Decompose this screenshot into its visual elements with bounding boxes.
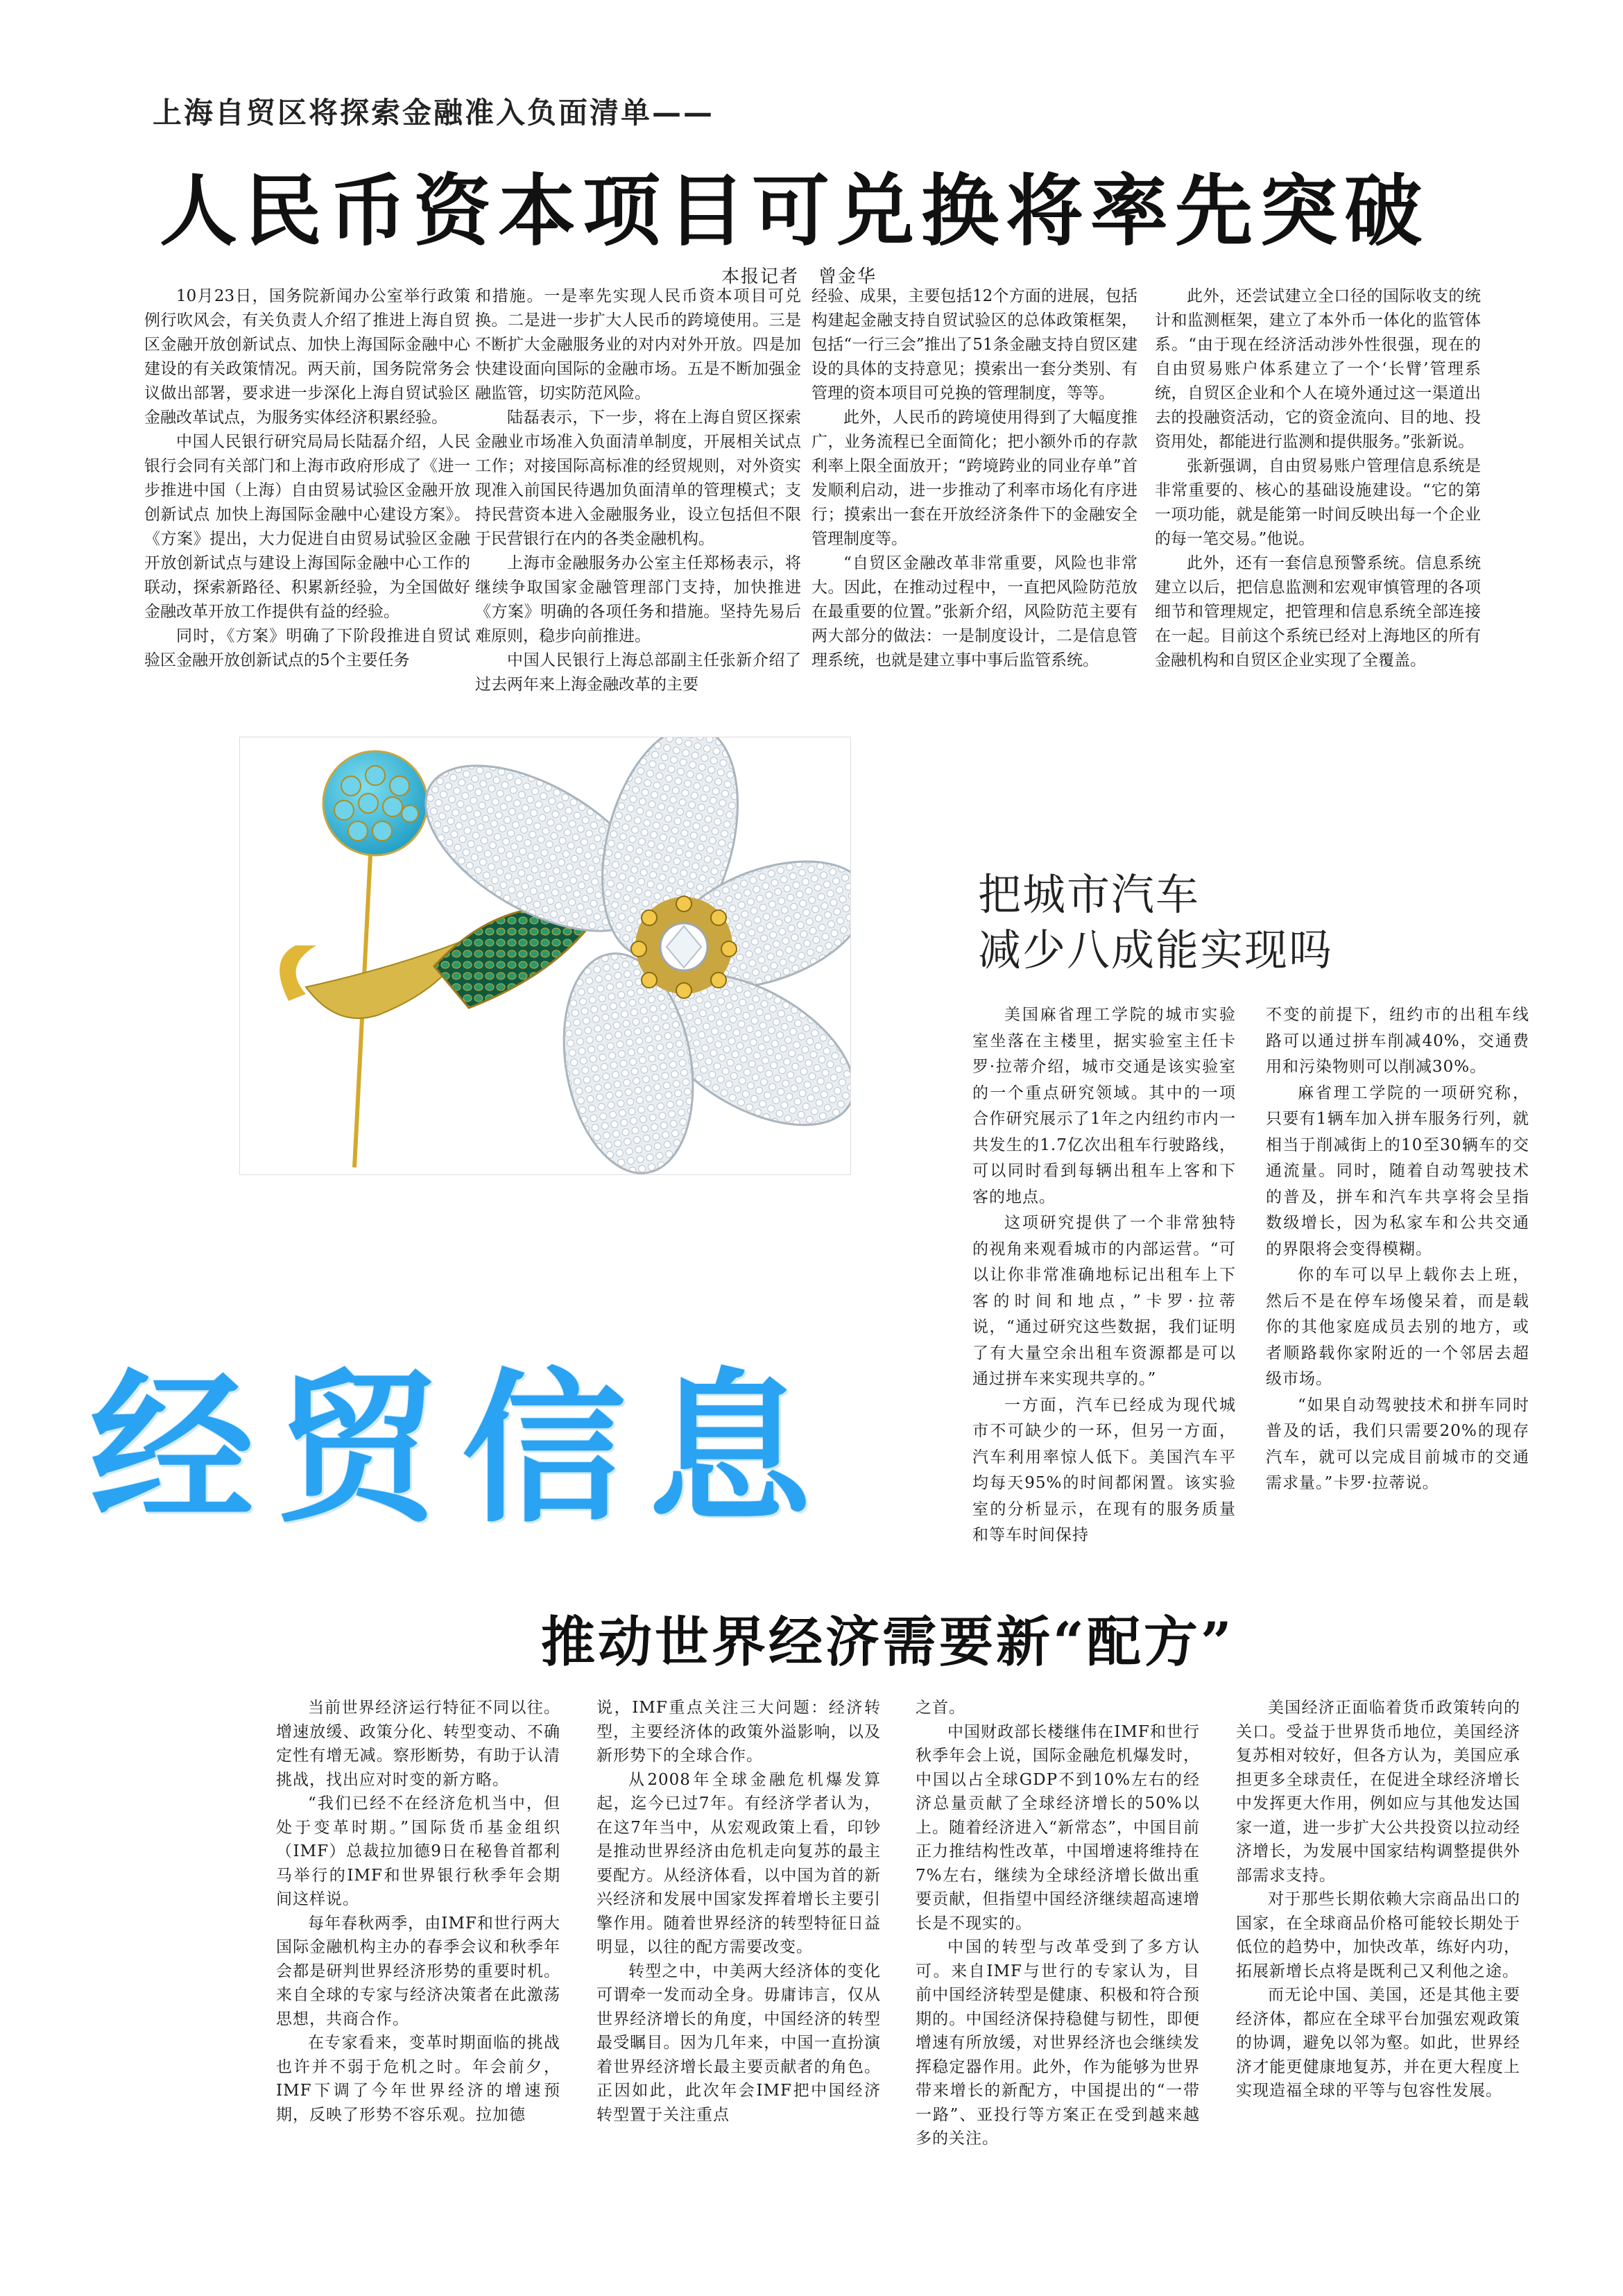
paragraph: 转型之中，中美两大经济体的变化可谓牵一发而动全身。毋庸讳言，仅从世界经济增长的角度，中国经济的转型最受瞩目。因为几年来，中国一直扮演着世界经济增长最主要贡献者的角色。正因如此，此次年会IMF把中国经济转型置于关注重点 bbox=[596, 1962, 881, 2124]
paragraph: 之首。 bbox=[916, 1699, 965, 1717]
paragraph: 不变的前提下，纽约市的出租车线路可以通过拼车削减40%，交通费用和污染物则可以削减30%。 bbox=[1266, 1006, 1529, 1076]
paragraph: 在专家看来，变革时期面临的挑战也许并不弱于危机之时。年会前夕，IMF下调了今年世界经济的增速预期，反映了形势不容乐观。拉加德 bbox=[276, 2034, 560, 2124]
car-article-title bbox=[978, 867, 1333, 978]
bottom-article-column-2 bbox=[596, 1696, 881, 2265]
paragraph: 每年春秋两季，由IMF和世行两大国际金融机构主办的春季会议和秋季年会都是研判世界经济形势的重要时机。来自全球的专家与经济决策者在此激荡思想，共商合作。 bbox=[276, 1914, 560, 2028]
car-title-line-2: 减少八成能实现吗 bbox=[978, 925, 1334, 975]
paragraph: 一方面，汽车已经成为现代城市不可缺少的一环，但另一方面，汽车利用率惊人低下。美国汽车平均每天95%的时间都闲置。该实验室的分析显示，在现有的服务质量和等车时间保持 bbox=[972, 1396, 1236, 1544]
paragraph: “如果自动驾驶技术和拼车同时普及的话，我们只需要20%的现存汽车，就可以完成目前城市的交通需求量。”卡罗·拉蒂说。 bbox=[1266, 1396, 1529, 1492]
page-headline: 人民币资本项目可兑换将率先突破 bbox=[160, 166, 1429, 257]
paragraph: 张新强调，自由贸易账户管理信息系统是非常重要的、核心的基础设施建设。“它的第一项功能，就是能第一时间反映出每一个企业的每一笔交易。”他说。 bbox=[1155, 457, 1481, 548]
byline: 本报记者 曾金华 bbox=[721, 266, 877, 287]
top-article-column-2 bbox=[475, 284, 801, 714]
car-article-column-1 bbox=[972, 1002, 1236, 1571]
bottom-article-column-1 bbox=[276, 1696, 560, 2265]
top-article-column-4 bbox=[1155, 284, 1481, 714]
paragraph: 上海市金融服务办公室主任郑杨表示，将继续争取国家金融管理部门支持，加快推进《方案》明确的各项任务和措施。坚持先易后难原则，稳步向前推进。 bbox=[475, 554, 801, 645]
bottom-article-title: 推动世界经济需要新“配方” bbox=[541, 1611, 1235, 1674]
paragraph: 当前世界经济运行特征不同以往。增速放缓、政策分化、转型变动、不确定性有增无减。察形断势，有助于认清挑战，找出应对时变的新方略。 bbox=[276, 1699, 560, 1789]
paragraph: 和措施。一是率先实现人民币资本项目可兑换。二是进一步扩大人民币的跨境使用。三是不断扩大金融服务业的对内对外开放。四是加快建设面向国际的金融市场。五是不断加强金融监管，切实防范风险。 bbox=[475, 287, 801, 402]
paragraph: 你的车可以早上载你去上班，然后不是在停车场傻呆着，而是载你的其他家庭成员去别的地方，或者顺路载你家附近的一个邻居去超级市场。 bbox=[1266, 1266, 1529, 1388]
paragraph: 10月23日，国务院新闻办公室举行政策例行吹风会，有关负责人介绍了推进上海自贸区金融开放创新试点、加快上海国际金融中心建设的有关政策情况。两天前，国务院常务会议做出部署，要求进一步深化上海自贸试验区金融改革试点，为服务实体经济积累经验。 bbox=[144, 287, 470, 427]
paragraph: 此外，还尝试建立全口径的国际收支的统计和监测框架，建立了本外币一体化的监管体系。“由于现在经济活动涉外性很强，现在的自由贸易账户体系建立了一个‘长臂’管理系统，自贸区企业和个人在境外通过这一渠道出去的投融资活动，它的资金流向、目的地、投资用处，都能进行监测和提供服务。”张新说。 bbox=[1155, 287, 1481, 451]
car-article-column-2 bbox=[1266, 1002, 1529, 1571]
flower-brooch-illustration bbox=[240, 737, 850, 1174]
paragraph: 说，IMF重点关注三大问题：经济转型，主要经济体的政策外溢影响，以及新形势下的全球合作。 bbox=[596, 1699, 881, 1765]
bottom-article-column-3 bbox=[916, 1696, 1200, 2265]
paragraph: 美国麻省理工学院的城市实验室坐落在主楼里，据实验室主任卡罗·拉蒂介绍，城市交通是该实验室的一个重点研究领域。其中的一项合作研究展示了1年之内纽约市内一共发生的1.7亿次出租车行驶路线，可以同时看到每辆出租车上客和下客的地点。 bbox=[972, 1006, 1236, 1206]
paragraph: 麻省理工学院的一项研究称，只要有1辆车加入拼车服务行列，就相当于削减街上的10至30辆车的交通流量。同时，随着自动驾驶技术的普及，拼车和汽车共享将会呈指数级增长，因为私家车和公共交通的界限将会变得模糊。 bbox=[1266, 1083, 1529, 1258]
paragraph: 此外，还有一套信息预警系统。信息系统建立以后，把信息监测和宏观审慎管理的各项细节和管理规定，把管理和信息系统全部连接在一起。目前这个系统已经对上海地区的所有金融机构和自贸区企业实现了全覆盖。 bbox=[1155, 554, 1481, 669]
paragraph: 而无论中国、美国，还是其他主要经济体，都应在全球平台加强宏观政策的协调，避免以邻为壑。如此，世界经济才能更健康地复苏，并在更大程度上实现造福全球的平等与包容性发展。 bbox=[1236, 1986, 1520, 2100]
paragraph: 同时，《方案》明确了下阶段推进自贸试验区金融开放创新试点的5个主要任务 bbox=[144, 627, 470, 669]
article-kicker: 上海自贸区将探索金融准入负面清单—— bbox=[153, 96, 715, 130]
car-title-line-1: 把城市汽车 bbox=[978, 869, 1201, 920]
top-article-column-1 bbox=[144, 284, 470, 714]
paragraph: 这项研究提供了一个非常独特的视角来观看城市的内部运营。“可以让你非常准确地标记出租车上下客的时间和地点，”卡罗·拉蒂说，“通过研究这些数据，我们证明了有大量空余出租车资源都是可以通过拼车来实现共享的。” bbox=[972, 1214, 1236, 1388]
paragraph: “我们已经不在经济危机当中，但处于变革时期。”国际货币基金组织（IMF）总裁拉加德9日在秘鲁首都利马举行的IMF和世界银行秋季年会期间这样说。 bbox=[276, 1794, 560, 1908]
paragraph: 美国经济正面临着货币政策转向的关口。受益于世界货币地位，美国经济复苏相对较好，但各方认为，美国应承担更多全球责任，在促进全球经济增长中发挥更大作用，例如应与其他发达国家一道，进一步扩大公共投资以拉动经济增长，为发展中国家结构调整提供外部需求支持。 bbox=[1236, 1699, 1520, 1885]
paragraph: 从2008年全球金融危机爆发算起，迄今已过7年。有经济学者认为，在这7年当中，从宏观政策上看，印钞是推动世界经济由危机走向复苏的最主要配方。从经济体看，以中国为首的新兴经济和发展中国家发挥着增长主要引擎作用。随着世界经济的转型特征日益明显，以往的配方需要改变。 bbox=[596, 1770, 881, 1956]
bottom-article-column-4 bbox=[1236, 1696, 1520, 2265]
paragraph: 中国的转型与改革受到了多方认可。来自IMF与世行的专家认为，目前中国经济转型是健康、积极和符合预期的。中国经济保持稳健与韧性，即便增速有所放缓，对世界经济也会继续发挥稳定器作用。此外，作为能够为世界带来增长的新配方，中国提出的“一带一路”、亚投行等方案正在受到越来越多的关注。 bbox=[916, 1938, 1200, 2148]
paragraph: 中国财政部长楼继伟在IMF和世行秋季年会上说，国际金融危机爆发时，中国以占全球GDP不到10%左右的经济总量贡献了全球经济增长的50%以上。随着经济进入“新常态”，中国目前正力推结构性改革，中国增速将维持在7%左右，继续为全球经济增长做出重要贡献，但指望中国经济继续超高速增长是不现实的。 bbox=[916, 1722, 1200, 1933]
paragraph: “自贸区金融改革非常重要，风险也非常大。因此，在推动过程中，一直把风险防范放在最重要的位置。”张新介绍，风险防范主要有两大部分的做法：一是制度设计，二是信息管理系统，也就是建立事中事后监管系统。 bbox=[812, 554, 1137, 669]
paragraph: 中国人民银行研究局局长陆磊介绍，人民银行会同有关部门和上海市政府形成了《进一步推进中国（上海）自由贸易试验区金融开放创新试点 加快上海国际金融中心建设方案》。《方案》提出，大力促进自由贸易试验区金融开放创新试点与建设上海国际金融中心工作的联动，探索新路径、积累新经验，为全国做好金融改革开放工作提供有益的经验。 bbox=[144, 433, 470, 621]
brooch-photo bbox=[239, 737, 851, 1175]
section-banner: 经贸信息 bbox=[90, 1354, 834, 1545]
paragraph: 此外，人民币的跨境使用得到了大幅度推广，业务流程已全面简化；把小额外币的存款利率上限全面放开；“跨境跨业的同业存单”首发顺利启动，进一步推动了利率市场化有序进行；摸索出一套在开放经济条件下的金融安全管理制度等。 bbox=[812, 409, 1137, 548]
paragraph: 经验、成果，主要包括12个方面的进展，包括构建起金融支持自贸试验区的总体政策框架，包括“一行三会”推出了51条金融支持自贸区建设的具体的支持意见；摸索出一套分类别、有管理的资本项目可兑换的管理制度，等等。 bbox=[812, 287, 1137, 402]
paragraph: 陆磊表示，下一步，将在上海自贸区探索金融业市场准入负面清单制度，开展相关试点工作；对接国际高标准的经贸规则，对外资实现准入前国民待遇加负面清单的管理模式；支持民营资本进入金融服务业，设立包括但不限于民营银行在内的各类金融机构。 bbox=[475, 409, 801, 548]
paragraph: 对于那些长期依赖大宗商品出口的国家，在全球商品价格可能较长期处于低位的趋势中，加快改革，练好内功，拓展新增长点将是既利己又利他之途。 bbox=[1236, 1890, 1520, 1980]
top-article-column-3 bbox=[812, 284, 1137, 714]
paragraph: 中国人民银行上海总部副主任张新介绍了过去两年来上海金融改革的主要 bbox=[475, 651, 801, 694]
